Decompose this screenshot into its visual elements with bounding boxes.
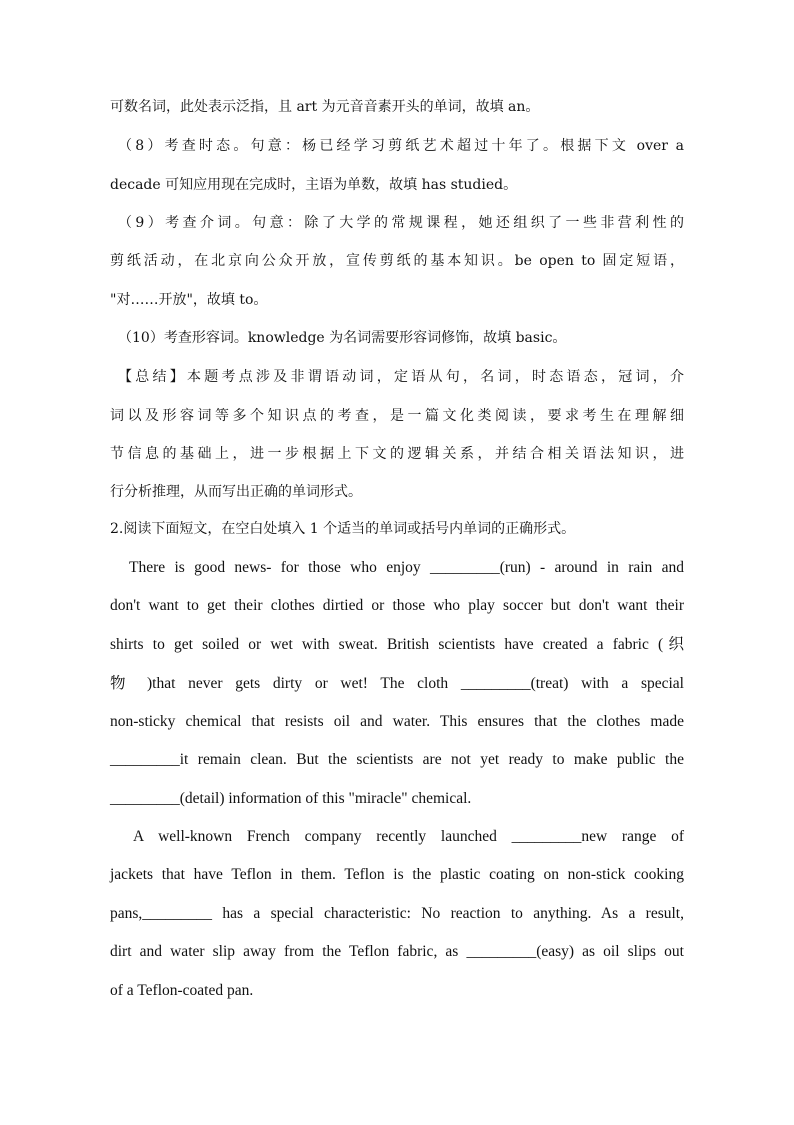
passage-line: of a Teflon-coated pan. bbox=[110, 982, 254, 999]
summary-line: 词以及形容词等多个知识点的考查，是一篇文化类阅读，要求考生在理解细 bbox=[110, 408, 684, 424]
passage-line: jackets that have Teflon in them. Teflon is the plastic coating on non-stick cooking bbox=[110, 866, 684, 883]
passage-line: non-sticky chemical that resists oil and water. This ensures that the clothes made bbox=[110, 713, 684, 730]
passage-line: _________(detail) information of this "miracle" chemical. bbox=[110, 790, 472, 807]
answer-line: decade 可知应用现在完成时，主语为单数，故填 has studied。 bbox=[110, 177, 518, 193]
passage-line: A well-known French company recently launched _________new range of bbox=[133, 828, 684, 845]
summary-line: 【总结】本题考点涉及非谓语动词，定语从句，名词，时态语态，冠词，介 bbox=[118, 369, 684, 385]
passage-line: dirt and water slip away from the Teflon fabric, as _________(easy) as oil slips out bbox=[110, 943, 684, 960]
passage-line: 物 )that never gets dirty or wet! The cloth _________(treat) with a special bbox=[110, 675, 684, 692]
passage-line: There is good news- for those who enjoy _________(run) - around in rain and bbox=[129, 559, 684, 576]
answer-line: （9）考查介词。句意：除了大学的常规课程，她还组织了一些非营利性的 bbox=[118, 215, 684, 231]
summary-line: 行分析推理，从而写出正确的单词形式。 bbox=[110, 484, 362, 500]
answer-line: "对……开放"，故填 to。 bbox=[110, 292, 268, 308]
passage-line: shirts to get soiled or wet with sweat. British scientists have created a fabric (织 bbox=[110, 636, 684, 653]
answer-line: （8）考查时态。句意：杨已经学习剪纸艺术超过十年了。根据下文 over a bbox=[118, 138, 684, 154]
passage-line: pans,_________ has a special characteristic: No reaction to anything. As a result, bbox=[110, 905, 684, 922]
answer-line: 剪纸活动，在北京向公众开放，宣传剪纸的基本知识。be open to 固定短语， bbox=[110, 253, 684, 269]
summary-line: 节信息的基础上，进一步根据上下文的逻辑关系，并结合相关语法知识，进 bbox=[110, 446, 684, 462]
passage-line: don't want to get their clothes dirtied or those who play soccer but don't want their bbox=[110, 597, 684, 614]
question-title: 2.阅读下面短文，在空白处填入 1 个适当的单词或括号内单词的正确形式。 bbox=[110, 521, 576, 537]
answer-line: 可数名词，此处表示泛指，且 art 为元音音素开头的单词，故填 an。 bbox=[110, 99, 540, 115]
answer-line: （10）考查形容词。knowledge 为名词需要形容词修饰，故填 basic。 bbox=[118, 330, 567, 346]
passage-line: _________it remain clean. But the scientists are not yet ready to make public the bbox=[110, 751, 684, 768]
